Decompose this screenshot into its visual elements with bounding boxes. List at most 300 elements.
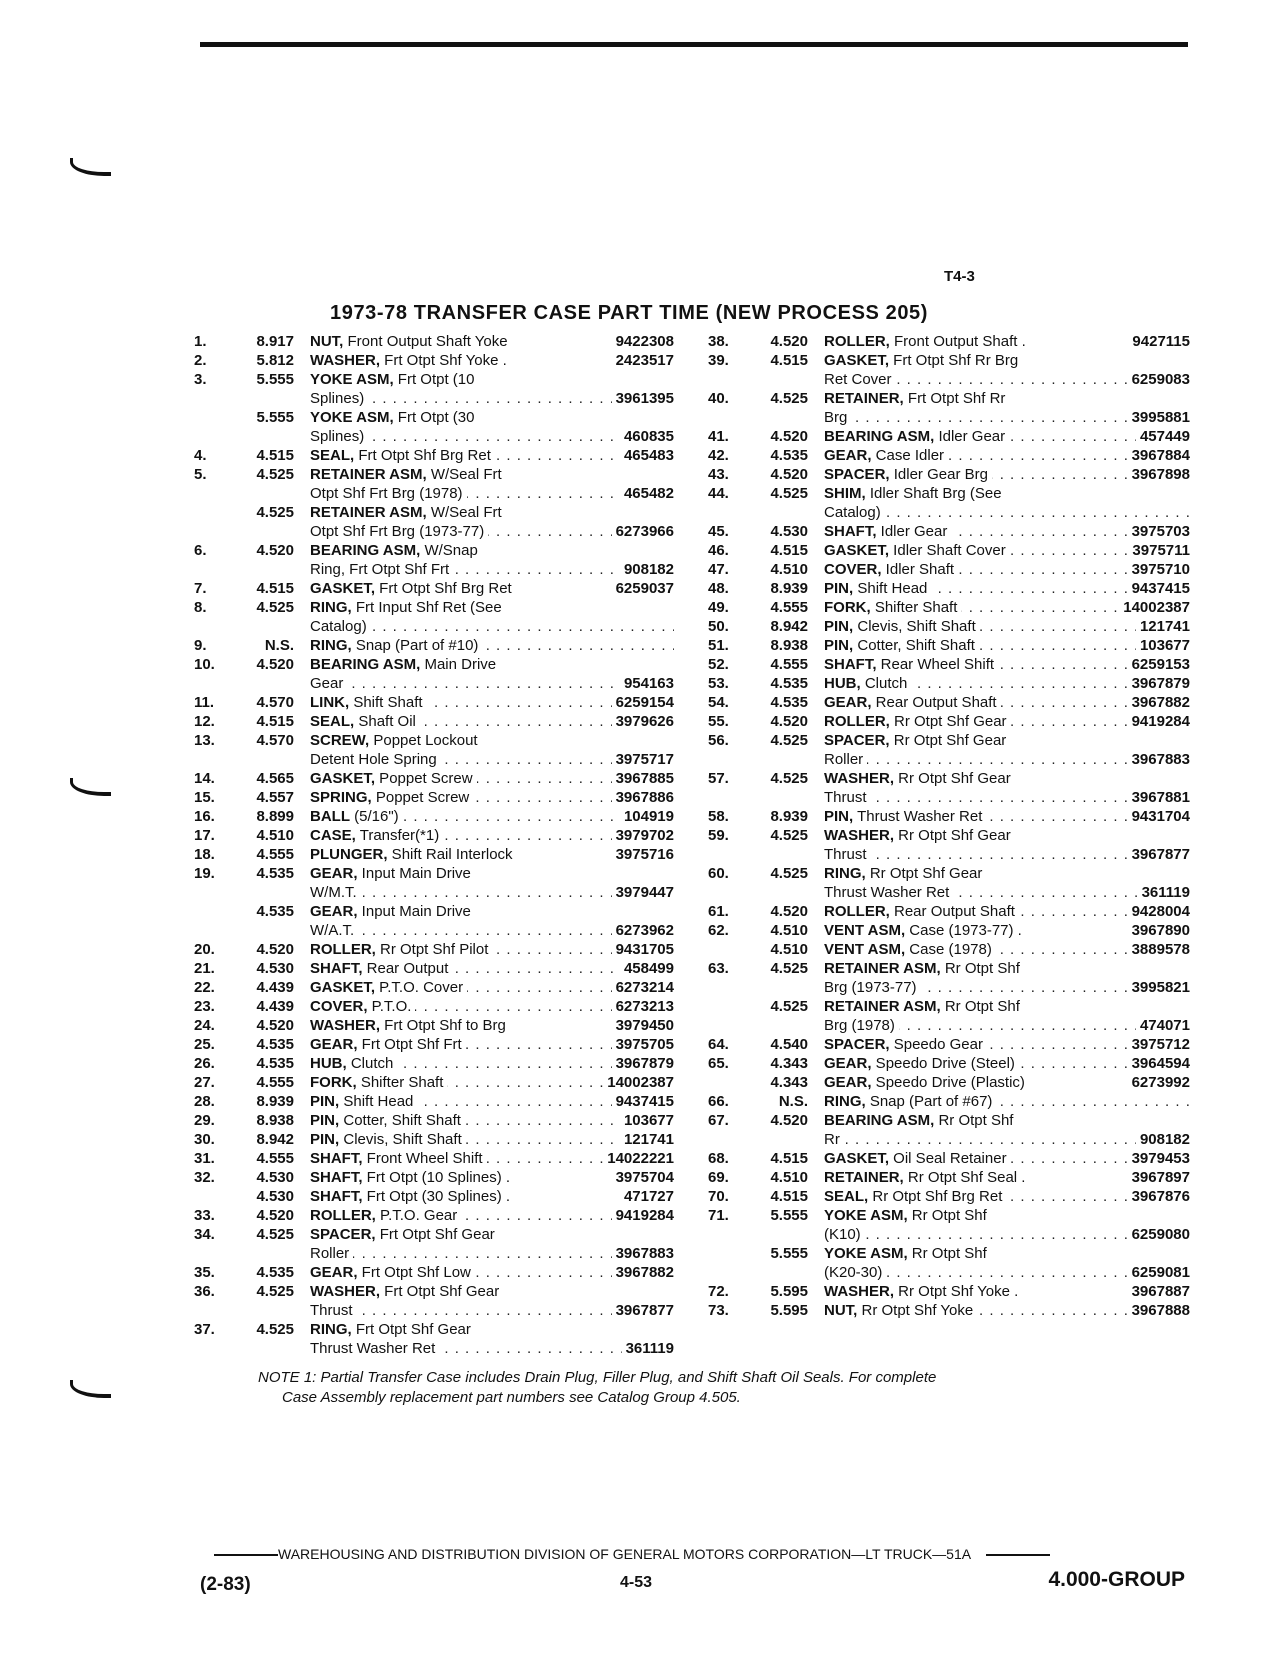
catalog-group-number: 4.510	[770, 941, 808, 958]
description-text: YOKE ASM, Frt Otpt (10	[310, 371, 478, 388]
part-entry	[194, 1320, 674, 1358]
part-description	[310, 1206, 674, 1225]
part-number: 3975711	[1128, 541, 1190, 560]
catalog-group-number: 4.525	[256, 599, 294, 616]
part-entry	[194, 1092, 674, 1111]
part-entry	[194, 446, 674, 465]
catalog-group-number: 4.515	[770, 1188, 808, 1205]
part-number: 3967881	[1128, 788, 1190, 807]
description-text: GEAR, Input Main Drive	[310, 903, 475, 920]
description-line	[310, 1130, 674, 1149]
description-text: SHIM, Idler Shaft Brg (See	[824, 485, 1006, 502]
item-number: 23.	[194, 998, 215, 1015]
description-line	[824, 541, 1190, 560]
part-name: SHAFT,	[310, 960, 363, 977]
catalog-group-number: 4.525	[770, 960, 808, 977]
description-line	[310, 1320, 674, 1339]
part-entry	[708, 560, 1190, 579]
item-number: 67.	[708, 1112, 729, 1129]
part-name: BEARING ASM,	[824, 1112, 935, 1129]
description-text: SPACER, Idler Gear Brg	[824, 466, 992, 483]
item-number: 1.	[194, 333, 207, 350]
part-number: 457449	[1136, 427, 1190, 446]
description-text: GASKET, Poppet Screw	[310, 770, 477, 787]
item-number: 41.	[708, 428, 729, 445]
description-text: GASKET, Idler Shaft Cover	[824, 542, 1010, 559]
description-text: Brg (1978)	[824, 1017, 899, 1034]
part-number: 9431704	[1128, 807, 1190, 826]
description-line	[824, 370, 1190, 389]
part-number: 121741	[1136, 617, 1190, 636]
part-number: 3967884	[1128, 446, 1190, 465]
description-line	[310, 807, 674, 826]
catalog-group-number: 4.515	[770, 542, 808, 559]
part-entry	[194, 769, 674, 788]
part-entry	[194, 351, 674, 370]
catalog-group-number: 4.530	[256, 1188, 294, 1205]
description-text: Rr	[824, 1131, 844, 1148]
description-text: BEARING ASM, Rr Otpt Shf	[824, 1112, 1017, 1129]
description-line	[824, 1073, 1190, 1092]
part-description	[824, 731, 1190, 769]
part-name: RETAINER ASM,	[824, 998, 941, 1015]
catalog-group-number: 4.525	[770, 732, 808, 749]
part-name: PIN,	[310, 1093, 340, 1110]
description-text: GASKET, P.T.O. Cover	[310, 979, 467, 996]
catalog-group-number: 8.899	[256, 808, 294, 825]
part-name: SEAL,	[310, 713, 355, 730]
part-number: 474071	[1136, 1016, 1190, 1035]
part-entry	[194, 826, 674, 845]
description-text: Gear	[310, 675, 347, 692]
catalog-group-number: 4.520	[770, 903, 808, 920]
item-number: 71.	[708, 1207, 729, 1224]
description-line	[310, 826, 674, 845]
part-description	[310, 332, 674, 351]
part-description	[824, 541, 1190, 560]
description-text: BALL (5/16")	[310, 808, 403, 825]
part-number: 3975717	[612, 750, 674, 769]
part-entry	[194, 655, 674, 693]
part-number: 3975710	[1128, 560, 1190, 579]
part-entry	[708, 731, 1190, 769]
description-line	[310, 959, 674, 978]
part-number: 121741	[620, 1130, 674, 1149]
description-line	[310, 712, 674, 731]
description-text: RETAINER, Rr Otpt Shf Seal .	[824, 1169, 1029, 1186]
part-entry	[194, 807, 674, 826]
description-text: Roller	[824, 751, 867, 768]
part-entry	[708, 465, 1190, 484]
catalog-group-number: 4.557	[256, 789, 294, 806]
part-name: RETAINER,	[824, 1169, 904, 1186]
item-number: 42.	[708, 447, 729, 464]
catalog-group-number: 4.343	[770, 1074, 808, 1091]
description-text: ROLLER, Rear Output Shaft	[824, 903, 1019, 920]
part-name: RETAINER ASM,	[824, 960, 941, 977]
catalog-group-number: 5.555	[770, 1245, 808, 1262]
part-description	[824, 921, 1190, 940]
description-text: HUB, Clutch	[310, 1055, 397, 1072]
part-description	[310, 978, 674, 997]
part-name: COVER,	[310, 998, 368, 1015]
description-line	[824, 1016, 1190, 1035]
catalog-group-number: 4.520	[770, 428, 808, 445]
part-description	[824, 826, 1190, 864]
description-line	[310, 522, 674, 541]
part-number: 3975704	[612, 1168, 674, 1187]
part-number: 3967879	[1128, 674, 1190, 693]
item-number: 43.	[708, 466, 729, 483]
part-entry	[194, 465, 674, 503]
item-number: 53.	[708, 675, 729, 692]
description-line	[824, 788, 1190, 807]
description-line	[310, 674, 674, 693]
catalog-group-number: 4.525	[770, 770, 808, 787]
part-entry	[708, 1054, 1190, 1073]
footer-rule	[214, 1554, 278, 1556]
part-name: SHAFT,	[310, 1169, 363, 1186]
part-entry	[194, 1111, 674, 1130]
description-line	[310, 750, 674, 769]
description-line	[824, 712, 1190, 731]
footer-rule	[986, 1554, 1050, 1556]
item-number: 64.	[708, 1036, 729, 1053]
part-description	[310, 807, 674, 826]
item-number: 60.	[708, 865, 729, 882]
description-line	[310, 1339, 674, 1358]
part-name: GEAR,	[824, 694, 872, 711]
part-name: GEAR,	[824, 1074, 872, 1091]
description-text: RETAINER ASM, W/Seal Frt	[310, 466, 506, 483]
catalog-group-number: 8.917	[256, 333, 294, 350]
description-text: Thrust Washer Ret	[310, 1340, 439, 1357]
description-text: W/A.T.	[310, 922, 358, 939]
description-line	[310, 1168, 674, 1187]
catalog-group-number: 4.535	[256, 1264, 294, 1281]
description-text: Catalog)	[824, 504, 885, 521]
part-description	[824, 959, 1190, 997]
part-description	[824, 579, 1190, 598]
part-description	[310, 655, 674, 693]
item-number: 73.	[708, 1302, 729, 1319]
description-text: GASKET, Oil Seal Retainer	[824, 1150, 1011, 1167]
item-number: 26.	[194, 1055, 215, 1072]
part-entry	[708, 1282, 1190, 1301]
part-number: 6259154	[612, 693, 674, 712]
description-line	[824, 902, 1190, 921]
part-entry	[708, 959, 1190, 997]
description-line	[310, 541, 674, 560]
description-line	[310, 978, 674, 997]
description-text: SPACER, Rr Otpt Shf Gear	[824, 732, 1010, 749]
part-number: 361119	[1138, 883, 1190, 902]
part-description	[824, 351, 1190, 389]
part-name: VENT ASM,	[824, 922, 906, 939]
description-text: GEAR, Rear Output Shaft	[824, 694, 1001, 711]
part-name: PIN,	[824, 618, 854, 635]
item-number: 32.	[194, 1169, 215, 1186]
description-line	[824, 940, 1190, 959]
part-entry	[194, 1206, 674, 1225]
description-line	[824, 1206, 1190, 1225]
item-number: 45.	[708, 523, 729, 540]
part-name: BEARING ASM,	[310, 542, 421, 559]
catalog-group-number: 4.520	[256, 941, 294, 958]
description-text: Ret Cover	[824, 371, 896, 388]
part-name: PIN,	[824, 808, 854, 825]
description-text: PIN, Clevis, Shift Shaft	[824, 618, 980, 635]
part-entry	[708, 655, 1190, 674]
description-text: SHAFT, Rear Output	[310, 960, 452, 977]
item-number: 61.	[708, 903, 729, 920]
part-name: GEAR,	[310, 1264, 358, 1281]
part-entry	[194, 1073, 674, 1092]
part-number: 3979447	[612, 883, 674, 902]
description-text: BEARING ASM, W/Snap	[310, 542, 482, 559]
parts-list-left-column	[194, 332, 674, 1358]
part-description	[824, 446, 1190, 465]
part-entry	[194, 1187, 674, 1206]
part-number: 3967876	[1128, 1187, 1190, 1206]
part-description	[824, 560, 1190, 579]
description-line	[824, 579, 1190, 598]
description-text: LINK, Shift Shaft	[310, 694, 427, 711]
part-name: SHAFT,	[824, 656, 877, 673]
part-entry	[194, 541, 674, 579]
description-line	[824, 351, 1190, 370]
item-number: 48.	[708, 580, 729, 597]
description-text: SCREW, Poppet Lockout	[310, 732, 482, 749]
part-description	[310, 446, 674, 465]
description-line	[824, 1054, 1190, 1073]
description-text: FORK, Shifter Shaft	[310, 1074, 447, 1091]
item-number: 27.	[194, 1074, 215, 1091]
part-number: 9437415	[1128, 579, 1190, 598]
catalog-group-number: 4.530	[256, 1169, 294, 1186]
catalog-group-number: 4.515	[256, 447, 294, 464]
description-text: Otpt Shf Frt Brg (1978)	[310, 485, 467, 502]
part-entry	[194, 693, 674, 712]
part-entry	[194, 1225, 674, 1263]
part-entry	[194, 864, 674, 902]
part-entry	[194, 902, 674, 940]
item-number: 28.	[194, 1093, 215, 1110]
part-description	[310, 769, 674, 788]
description-line	[310, 351, 674, 370]
description-text: SPRING, Poppet Screw	[310, 789, 473, 806]
item-number: 57.	[708, 770, 729, 787]
part-entry	[708, 1168, 1190, 1187]
catalog-group-number: 4.525	[256, 504, 294, 521]
description-line	[824, 465, 1190, 484]
description-text: SHAFT, Frt Otpt (30 Splines) .	[310, 1188, 514, 1205]
part-number: 6259080	[1128, 1225, 1190, 1244]
description-text: GASKET, Frt Otpt Shf Brg Ret	[310, 580, 516, 597]
part-description	[824, 636, 1190, 655]
part-description	[824, 940, 1190, 959]
item-number: 29.	[194, 1112, 215, 1129]
description-line	[310, 902, 674, 921]
part-number: 3967879	[612, 1054, 674, 1073]
catalog-group-number: N.S.	[778, 1093, 808, 1110]
item-number: 46.	[708, 542, 729, 559]
page-title: 1973-78 TRANSFER CASE PART TIME (NEW PROCESS 205)	[330, 302, 929, 324]
description-line	[824, 1301, 1190, 1320]
description-text: RETAINER ASM, Rr Otpt Shf	[824, 998, 1024, 1015]
part-number: 6259153	[1128, 655, 1190, 674]
part-name: BEARING ASM,	[824, 428, 935, 445]
item-number: 21.	[194, 960, 215, 977]
description-text: SEAL, Shaft Oil	[310, 713, 420, 730]
catalog-group-number: 4.535	[256, 903, 294, 920]
part-name: PIN,	[310, 1112, 340, 1129]
description-line	[824, 389, 1190, 408]
part-entry	[194, 370, 674, 408]
catalog-group-number: 4.343	[770, 1055, 808, 1072]
description-text: SPACER, Frt Otpt Shf Gear	[310, 1226, 499, 1243]
part-description	[310, 712, 674, 731]
part-description	[310, 940, 674, 959]
description-line	[824, 503, 1190, 522]
item-number: 62.	[708, 922, 729, 939]
item-number: 10.	[194, 656, 215, 673]
part-description	[824, 864, 1190, 902]
part-entry	[708, 1244, 1190, 1282]
catalog-group-number: 4.555	[256, 846, 294, 863]
part-description	[310, 788, 674, 807]
description-line	[824, 636, 1190, 655]
description-line	[310, 1225, 674, 1244]
part-number: 3967890	[1128, 921, 1190, 940]
item-number: 50.	[708, 618, 729, 635]
description-text: GEAR, Speedo Drive (Steel)	[824, 1055, 1019, 1072]
item-number: 34.	[194, 1226, 215, 1243]
description-text: WASHER, Frt Otpt Shf Yoke .	[310, 352, 511, 369]
footer-text: WAREHOUSING AND DISTRIBUTION DIVISION OF GENERAL MOTORS CORPORATION—LT TRUCK—51A	[278, 1546, 971, 1562]
part-number: 3967887	[1128, 1282, 1190, 1301]
item-number: 16.	[194, 808, 215, 825]
part-description	[310, 1168, 674, 1187]
description-line	[824, 522, 1190, 541]
description-line	[824, 769, 1190, 788]
item-number: 72.	[708, 1283, 729, 1300]
part-description	[310, 1073, 674, 1092]
description-text: SHAFT, Idler Gear	[824, 523, 951, 540]
catalog-group-number: 4.525	[770, 485, 808, 502]
part-description	[310, 731, 674, 769]
item-number: 40.	[708, 390, 729, 407]
description-line	[824, 731, 1190, 750]
catalog-group-number: 4.510	[256, 827, 294, 844]
part-number: 3995821	[1128, 978, 1190, 997]
part-number: 3967885	[612, 769, 674, 788]
part-entry	[708, 864, 1190, 902]
description-line	[824, 1263, 1190, 1282]
part-name: ROLLER,	[824, 713, 890, 730]
part-entry	[708, 636, 1190, 655]
part-name: SPACER,	[310, 1226, 376, 1243]
part-entry	[194, 598, 674, 636]
catalog-group-number: 4.520	[256, 656, 294, 673]
catalog-group-number: 8.939	[770, 580, 808, 597]
description-text: COVER, P.T.O.	[310, 998, 415, 1015]
description-text: Thrust	[824, 789, 871, 806]
part-entry	[194, 1054, 674, 1073]
part-entry	[194, 1168, 674, 1187]
part-name: VENT ASM,	[824, 941, 906, 958]
catalog-group-number: 4.520	[770, 466, 808, 483]
description-line	[824, 1092, 1190, 1111]
description-text: COVER, Idler Shaft	[824, 561, 958, 578]
part-name: RING,	[310, 599, 352, 616]
top-rule	[200, 42, 1188, 47]
description-line	[824, 446, 1190, 465]
catalog-group-number: 4.555	[770, 656, 808, 673]
part-name: HUB,	[310, 1055, 347, 1072]
description-line	[310, 560, 674, 579]
catalog-group-number: 4.525	[770, 865, 808, 882]
description-text: Roller	[310, 1245, 353, 1262]
description-text: RING, Snap (Part of #67)	[824, 1093, 996, 1110]
part-number: 3967883	[612, 1244, 674, 1263]
description-line	[310, 1092, 674, 1111]
page-code: T4-3	[944, 268, 975, 285]
part-number: 458499	[620, 959, 674, 978]
description-text: ROLLER, Rr Otpt Shf Pilot	[310, 941, 492, 958]
part-number: 2423517	[612, 351, 674, 370]
part-name: GASKET,	[824, 542, 890, 559]
catalog-group-number: 4.525	[256, 1321, 294, 1338]
description-line	[310, 408, 674, 427]
description-text: PIN, Thrust Washer Ret	[824, 808, 986, 825]
description-line	[824, 484, 1190, 503]
catalog-group-number: 4.439	[256, 998, 294, 1015]
catalog-group-number: 5.555	[770, 1207, 808, 1224]
description-text: NUT, Front Output Shaft Yoke	[310, 333, 512, 350]
part-entry	[194, 1035, 674, 1054]
catalog-group-number: 4.540	[770, 1036, 808, 1053]
item-number: 14.	[194, 770, 215, 787]
part-description	[824, 1244, 1190, 1282]
item-number: 52.	[708, 656, 729, 673]
part-entry	[708, 427, 1190, 446]
description-text: GEAR, Frt Otpt Shf Frt	[310, 1036, 466, 1053]
part-entry	[708, 769, 1190, 807]
part-number: 3967898	[1128, 465, 1190, 484]
catalog-group-number: 4.535	[770, 447, 808, 464]
part-description	[824, 902, 1190, 921]
part-number: 103677	[620, 1111, 674, 1130]
description-line	[310, 332, 674, 351]
catalog-group-number: 4.525	[770, 827, 808, 844]
item-number: 37.	[194, 1321, 215, 1338]
description-text: YOKE ASM, Rr Otpt Shf	[824, 1207, 991, 1224]
catalog-group-number: 4.520	[770, 713, 808, 730]
binder-hole-mark	[70, 158, 111, 176]
catalog-group-number: 4.525	[256, 1226, 294, 1243]
part-name: PIN,	[824, 580, 854, 597]
part-name: RETAINER ASM,	[310, 504, 427, 521]
description-line	[310, 1111, 674, 1130]
description-text: Catalog)	[310, 618, 371, 635]
catalog-group-number: 4.520	[256, 1017, 294, 1034]
part-description	[824, 1301, 1190, 1320]
description-line	[310, 769, 674, 788]
part-entry	[194, 788, 674, 807]
description-text: SPACER, Speedo Gear	[824, 1036, 987, 1053]
part-number: 6259083	[1128, 370, 1190, 389]
